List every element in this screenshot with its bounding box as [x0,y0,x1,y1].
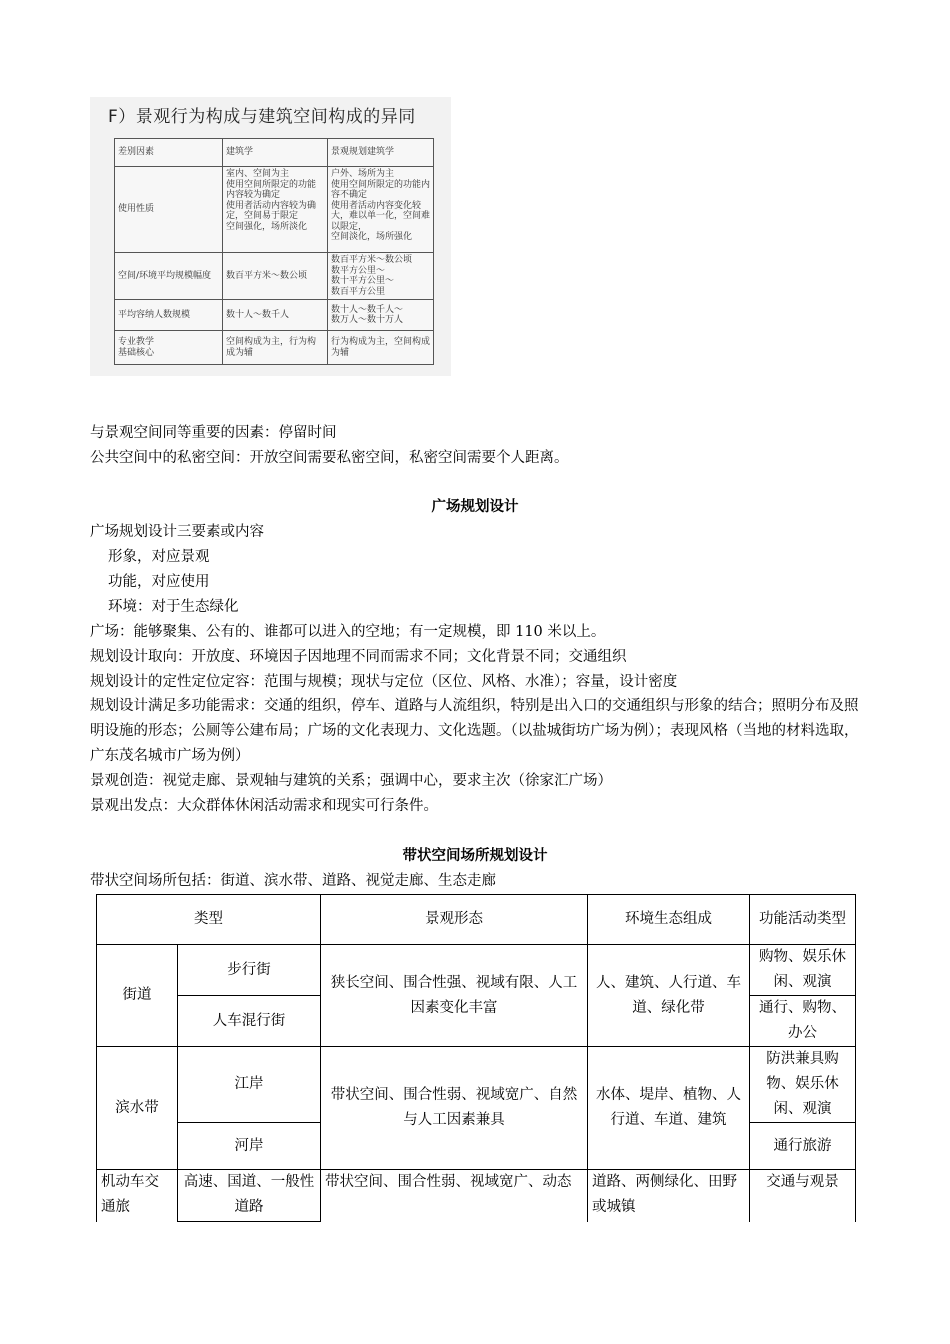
motor-form: 带状空间、围合性弱、视域宽广、动态 [321,1170,588,1222]
mixed-func: 通行、购物、办公 [750,996,856,1047]
figure-cell: 行为构成为主，空间构成为辅 [328,331,434,365]
riverbank-2-func: 通行旅游 [750,1123,856,1170]
figure-header-cell: 差别因素 [115,139,223,167]
figure-header-cell: 景观规划建筑学 [328,139,434,167]
category-waterfront: 滨水带 [97,1047,178,1170]
figure-cell: 空间构成为主，行为构成为辅 [223,331,328,365]
header-type: 类型 [97,895,321,945]
header-func: 功能活动类型 [750,895,856,945]
figure-header-cell: 建筑学 [223,139,328,167]
header-env: 环境生态组成 [588,895,750,945]
figure-cell: 室内、空间为主 使用空间所限定的功能内容较为确定 使用者活动内容较为确定，空间易于限定 空间强化，场所淡化 [223,167,328,253]
category-motor: 机动车交通旅 [97,1170,178,1222]
band-space-table [96,894,856,1222]
subtype-mixed: 人车混行街 [178,996,321,1047]
band-intro: 带状空间场所包括：街道、滨水带、道路、视觉走廊、生态走廊 [90,873,496,889]
street-form: 狭长空间、围合性强、视域有限、人工因素变化丰富 [321,945,588,1047]
band-heading: 带状空间场所规划设计 [402,847,548,864]
category-street: 街道 [97,945,178,1047]
paragraph-private-space: 公共空间中的私密空间：开放空间需要私密空间，私密空间需要个人距离。 [90,450,569,466]
subtype-riverbank-1: 江岸 [178,1047,321,1123]
header-form: 景观形态 [321,895,588,945]
paragraph-stay-time: 与景观空间同等重要的因素：停留时间 [90,425,337,441]
subtype-pedestrian: 步行街 [178,945,321,996]
plaza-definition: 广场：能够聚集、公有的、谁都可以进入的空地；有一定规模，即 110 米以上。 [90,624,606,640]
subtype-riverbank-2: 河岸 [178,1123,321,1170]
plaza-heading: 广场规划设计 [431,498,519,515]
plaza-item-environment: 环境：对于生态绿化 [108,599,239,615]
figure-table [114,138,434,365]
plaza-multifunction: 规划设计满足多功能需求：交通的组织，停车、道路与人流组织，特别是出入口的交通组织与形象的结合；照明分布及照明设施的形态；公厕等公建布局；广场的文化表现力、文化选题。（以盐城街坊广场为例）；表现风格（当地的材料选取，广东茂名城市广场为例） [90,698,859,764]
figure-cell: 数十人～数千人 [223,300,328,331]
plaza-intro: 广场规划设计三要素或内容 [90,524,264,540]
figure-cell: 使用性质 [115,167,223,253]
comparison-figure [90,97,451,376]
pedestrian-func: 购物、娱乐休闲、观演 [750,945,856,996]
figure-cell: 平均容纳人数规模 [115,300,223,331]
plaza-item-function: 功能，对应使用 [108,574,210,590]
waterfront-form: 带状空间、围合性弱、视域宽广、自然与人工因素兼具 [321,1047,588,1170]
subtype-motor-roads: 高速、国道、一般性道路 [178,1170,321,1222]
motor-func: 交通与观景 [750,1170,856,1222]
figure-cell: 数百平方米～数公顷 数平方公里～ 数十平方公里～ 数百平方公里 [328,253,434,300]
figure-cell: 空间/环境平均规模幅度 [115,253,223,300]
figure-cell: 专业教学 基础核心 [115,331,223,365]
waterfront-env: 水体、堤岸、植物、人行道、车道、建筑 [588,1047,750,1170]
figure-cell: 数百平方米～数公顷 [223,253,328,300]
figure-title: F）景观行为构成与建筑空间构成的异同 [108,107,416,127]
plaza-item-image: 形象，对应景观 [108,549,210,565]
street-env: 人、建筑、人行道、车道、绿化带 [588,945,750,1047]
plaza-landscape-creation: 景观创造：视觉走廊、景观轴与建筑的关系；强调中心，要求主次（徐家汇广场） [90,773,612,789]
figure-cell: 户外、场所为主 使用空间所限定的功能内容不确定 使用者活动内容变化较大，难以单一化，空间难以限定， 空间淡化，场所强化 [328,167,434,253]
riverbank-1-func: 防洪兼具购物、娱乐休闲、观演 [750,1047,856,1123]
plaza-landscape-basis: 景观出发点：大众群体休闲活动需求和现实可行条件。 [90,798,438,814]
plaza-positioning: 规划设计的定性定位定容：范围与规模；现状与定位（区位、风格、水准）；容量，设计密度 [90,674,678,690]
motor-env: 道路、两侧绿化、田野或城镇 [588,1170,750,1222]
plaza-orientation: 规划设计取向：开放度、环境因子因地理不同而需求不同；文化背景不同；交通组织 [90,649,627,665]
figure-cell: 数十人～数千人～ 数万人～数十万人 [328,300,434,331]
